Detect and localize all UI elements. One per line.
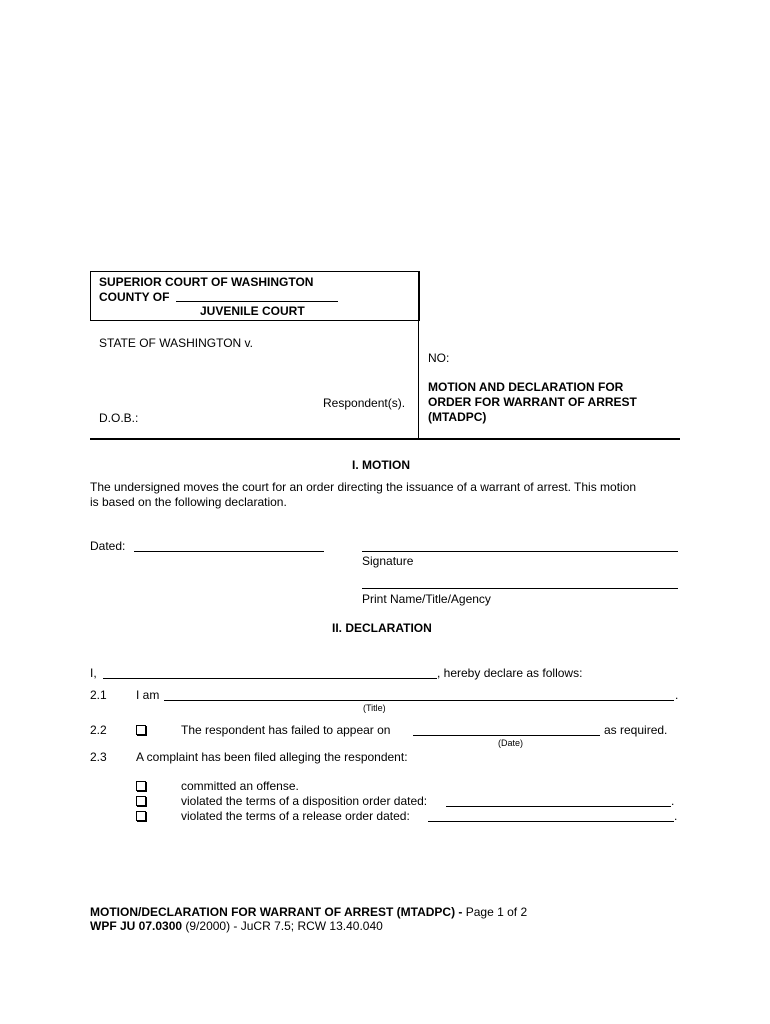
title-sublabel: (Title) xyxy=(363,703,386,713)
county-label: COUNTY OF xyxy=(99,290,170,304)
caption-rule xyxy=(90,438,680,440)
disposition-date-field[interactable] xyxy=(446,806,671,807)
item-2-2-number: 2.2 xyxy=(90,723,107,737)
footer-form-id: WPF JU 07.0300 xyxy=(90,919,183,933)
print-name-field[interactable] xyxy=(362,588,678,589)
disposition-order-checkbox[interactable] xyxy=(136,796,146,806)
release-option-text: violated the terms of a release order dated: xyxy=(181,809,410,823)
court-name: SUPERIOR COURT OF WASHINGTON xyxy=(99,275,314,289)
footer-line1 xyxy=(90,905,527,919)
declarant-name-field[interactable] xyxy=(103,678,437,679)
item-2-3-text: A complaint has been filed alleging the respondent: xyxy=(136,750,408,764)
declaration-heading: II. DECLARATION xyxy=(332,621,432,635)
release-date-field[interactable] xyxy=(428,821,674,822)
document-title-line1: MOTION AND DECLARATION FOR xyxy=(428,380,624,394)
disposition-option-end: . xyxy=(671,794,675,808)
signature-field[interactable] xyxy=(362,551,678,552)
declarant-prefix: I, xyxy=(90,666,97,680)
footer-form-title: MOTION/DECLARATION FOR WARRANT OF ARREST (MTADPC) - xyxy=(90,905,463,919)
failed-to-appear-checkbox[interactable] xyxy=(136,725,146,735)
case-number-label: NO: xyxy=(428,351,450,365)
print-name-label: Print Name/Title/Agency xyxy=(362,592,491,606)
motion-heading: I. MOTION xyxy=(352,458,410,472)
offense-option-text: committed an offense. xyxy=(181,779,299,793)
motion-text-line1: The undersigned moves the court for an order directing the issuance of a warrant of arrest. This motion xyxy=(90,480,637,494)
item-2-3-number: 2.3 xyxy=(90,750,107,764)
item-2-2-text: The respondent has failed to appear on xyxy=(181,723,391,737)
offense-checkbox[interactable] xyxy=(136,781,146,791)
footer-citation: (9/2000) - JuCR 7.5; RCW 13.40.040 xyxy=(185,919,383,933)
document-title-line2: ORDER FOR WARRANT OF ARREST xyxy=(428,395,637,409)
item-2-2-suffix: as required. xyxy=(604,723,668,737)
item-2-1-text: I am xyxy=(136,688,160,702)
party-name: STATE OF WASHINGTON v. xyxy=(99,336,254,350)
item-2-1-end: . xyxy=(675,688,679,702)
item-2-1-number: 2.1 xyxy=(90,688,107,702)
declarant-suffix: , hereby declare as follows: xyxy=(437,666,583,680)
release-order-checkbox[interactable] xyxy=(136,811,146,821)
footer-line2 xyxy=(90,919,383,933)
disposition-option-text: violated the terms of a disposition order dated: xyxy=(181,794,428,808)
dated-label: Dated: xyxy=(90,539,126,553)
document-title-line3: (MTADPC) xyxy=(428,410,487,424)
respondent-label: Respondent(s). xyxy=(323,396,406,410)
release-option-end: . xyxy=(674,809,678,823)
motion-text-line2: is based on the following declaration. xyxy=(90,495,287,509)
juvenile-court-label: JUVENILE COURT xyxy=(200,304,305,318)
caption-divider xyxy=(418,271,419,439)
footer-page-number: Page 1 of 2 xyxy=(465,905,528,919)
signature-label: Signature xyxy=(362,554,414,568)
date-sublabel: (Date) xyxy=(498,738,524,748)
county-blank[interactable] xyxy=(176,301,338,302)
dob-label: D.O.B.: xyxy=(99,411,139,425)
title-field[interactable] xyxy=(164,700,674,701)
dated-field[interactable] xyxy=(134,551,324,552)
appearance-date-field[interactable] xyxy=(413,735,600,736)
